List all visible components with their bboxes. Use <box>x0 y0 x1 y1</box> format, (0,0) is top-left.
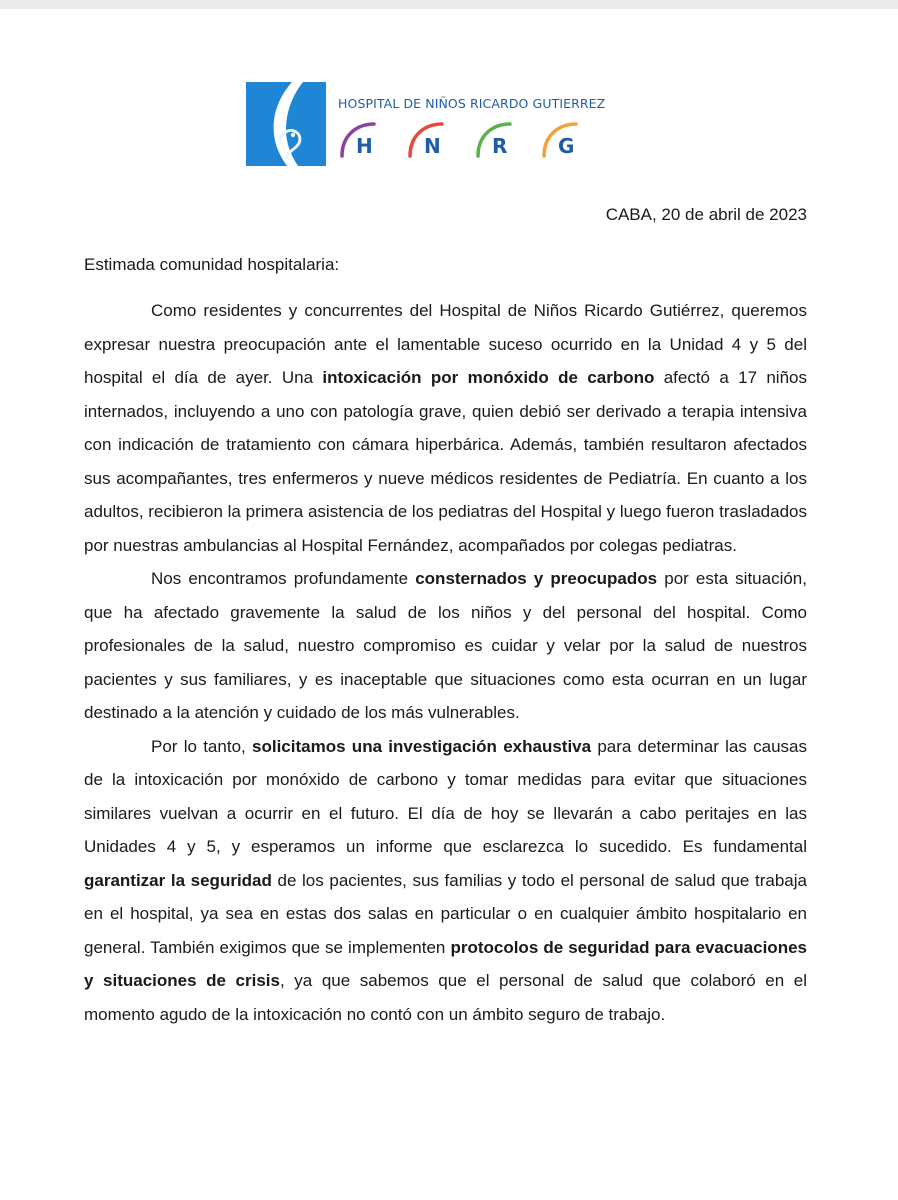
letter-salutation: Estimada comunidad hospitalaria: <box>84 255 340 274</box>
body-text-run: , ya que sabemos que el personal de salud que colaboró en el momento agudo de la intoxicación no contó con un ámbito seguro de trabajo. <box>84 971 807 1024</box>
hnrg-initials <box>338 116 598 166</box>
logo-letter-h <box>338 116 390 166</box>
logo-letter-text: R <box>492 134 508 158</box>
body-text-run: para determinar las causas de la intoxicación por monóxido de carbono y tomar medidas para evitar que situaciones similares vuelvan a ocurrir en el futuro. El día de hoy se llevarán a cabo peritajes en las Unidades 4 y 5, y esperamos un informe que esclarezca lo sucedido. Es fundamental <box>84 736 807 856</box>
logo-letter-n <box>406 116 458 166</box>
body-text-run: afectó a 17 niños internados, incluyendo a uno con patología grave, quien debió ser derivado a terapia intensiva con indicación de tratamiento con cámara hiperbárica. Además, también resultaron afectados sus acompañantes, tres enfermeros y nueve médicos residentes de Pediatría. En cuanto a los adultos, recibieron la primera asistencia de los pediatras del Hospital y luego fueron trasladados por nuestras ambulancias al Hospital Fernández, acompañados por colegas pediatras. <box>84 368 807 555</box>
logo-letter-text: N <box>424 134 441 158</box>
emphasis-text: protocolos de seguridad para evacuaciones y situaciones de crisis <box>84 937 807 990</box>
logo-letter-text: G <box>558 134 575 158</box>
logo-letter-g <box>540 116 592 166</box>
letter-date: CABA, 20 de abril de 2023 <box>605 205 807 224</box>
hospital-mark-icon <box>246 82 326 166</box>
body-paragraph-1 <box>84 294 807 562</box>
body-paragraph-3 <box>84 730 807 1032</box>
hospital-name: HOSPITAL DE NIÑOS RICARDO GUTIERREZ <box>338 96 606 111</box>
body-text-run: de los pacientes, sus familias y todo el personal de salud que trabaja en el hospital, ya sea en estas dos salas en particular o en cualquier ámbito hospitalario en general. También exigimos que se implementen <box>84 870 807 957</box>
body-text-run: Como residentes y concurrentes del Hospital de Niños Ricardo Gutiérrez, queremos expresar nuestra preocupación ante el lamentable suceso ocurrido en la Unidad 4 y 5 del hospital el día de ayer. Una <box>84 301 807 387</box>
top-edge-strip <box>0 0 898 9</box>
body-text-run: Nos encontramos profundamente <box>151 569 416 588</box>
body-paragraph-2 <box>84 562 807 730</box>
logo-letter-r <box>474 116 526 166</box>
hospital-logo <box>246 78 606 168</box>
letter-body <box>84 294 807 1031</box>
logo-letter-text: H <box>356 134 373 158</box>
emphasis-text: garantizar la seguridad <box>84 870 272 890</box>
emphasis-text: solicitamos una investigación exhaustiva <box>252 736 592 756</box>
body-text-run: Por lo tanto, <box>151 736 253 756</box>
emphasis-text: intoxicación por monóxido de carbono <box>322 368 655 387</box>
body-text-run: por esta situación, que ha afectado gravemente la salud de los niños y del personal del hospital. Como profesionales de la salud, nuestro compromiso es cuidar y velar por la salud de nuestros pacientes y sus familiares, y es inaceptable que situaciones como esta ocurran en un lugar destinado a la atención y cuidado de los más vulnerables. <box>84 569 807 722</box>
emphasis-text: consternados y preocupados <box>415 569 658 588</box>
